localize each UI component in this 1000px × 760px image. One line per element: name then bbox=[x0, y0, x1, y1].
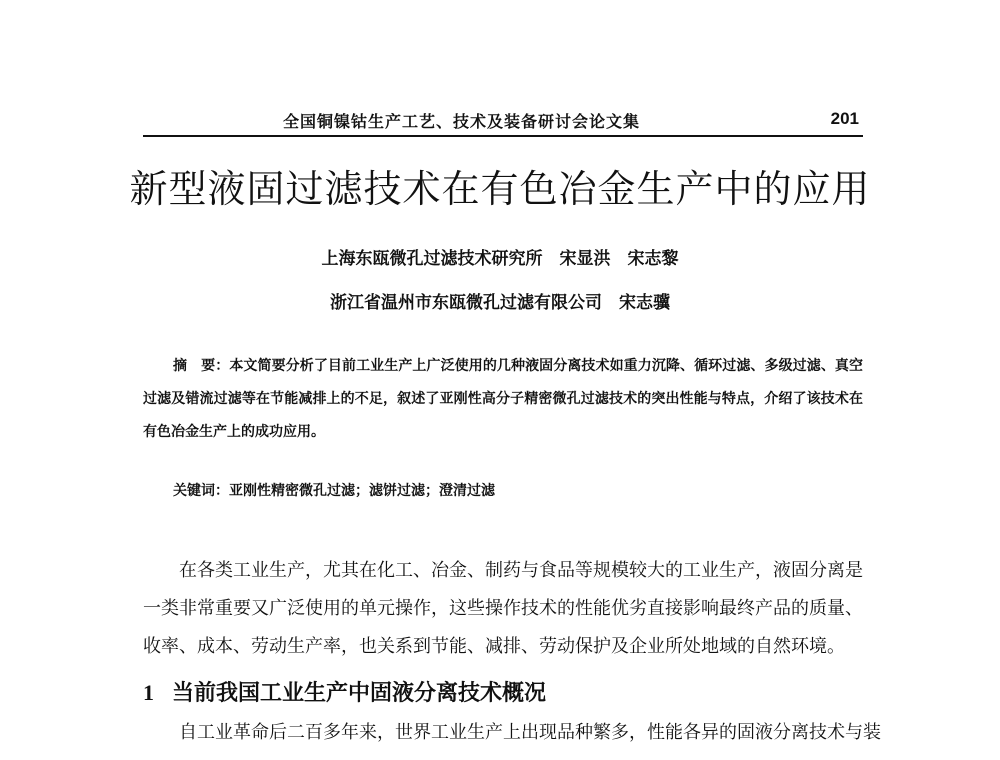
section-heading bbox=[143, 676, 546, 707]
affiliation-2: 浙江省温州市东瓯微孔过滤有限公司 宋志骥 bbox=[330, 293, 670, 313]
page-number: 201 bbox=[830, 109, 859, 128]
keywords: 关键词：亚刚性精密微孔过滤；滤饼过滤；澄清过滤 bbox=[173, 483, 495, 499]
article-title: 新型液固过滤技术在有色冶金生产中的应用 bbox=[129, 167, 871, 211]
running-header bbox=[143, 105, 863, 137]
section-1-paragraph: 自工业革命后二百多年来，世界工业生产上出现品种繁多，性能各异的固液分离技术与装 bbox=[179, 722, 881, 743]
section-title: 当前我国工业生产中固液分离技术概况 bbox=[172, 681, 547, 706]
section-number: 1 bbox=[143, 680, 154, 705]
journal-name: 全国铜镍钴生产工艺、技术及装备研讨会论文集 bbox=[283, 112, 641, 131]
affiliation-1: 上海东瓯微孔过滤技术研究所 宋显洪 宋志黎 bbox=[321, 249, 679, 269]
abstract: 摘 要：本文简要分析了目前工业生产上广泛使用的几种液固分离技术如重力沉降、循环过滤、多级过滤、真空过滤及错流过滤等在节能减排上的不足，叙述了亚刚性高分子精密微孔过滤技术的突出性能与特点，介绍了该技术在有色冶金生产上的成功应用。 bbox=[143, 358, 863, 440]
intro-paragraph: 在各类工业生产，尤其在化工、冶金、制药与食品等规模较大的工业生产，液固分离是一类非常重要又广泛使用的单元操作，这些操作技术的性能优劣直接影响最终产品的质量、收率、成本、劳动生产率，也关系到节能、减排、劳动保护及企业所处地域的自然环境。 bbox=[143, 560, 863, 657]
